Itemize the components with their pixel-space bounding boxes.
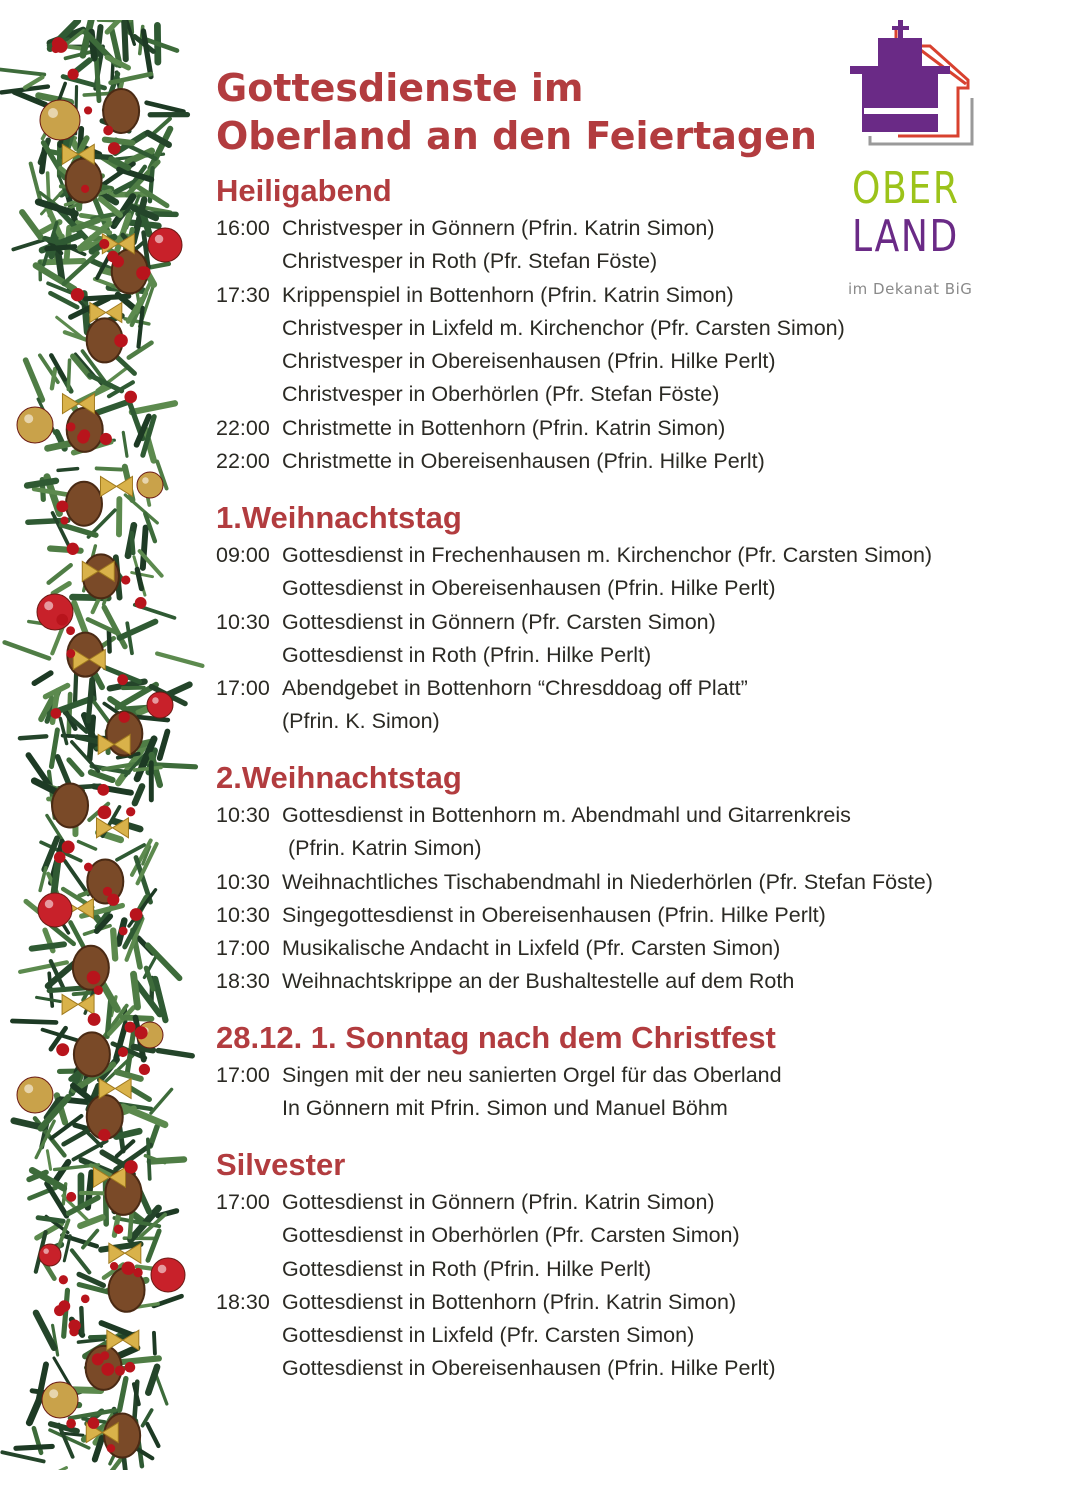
red-berry-icon [114,1224,123,1233]
red-berry-icon [98,805,112,819]
ornament-ball-icon [42,1382,78,1418]
ornament-highlight [43,1248,49,1254]
red-berry-icon [54,40,67,53]
fir-branch-icon [113,931,115,959]
ornament-ball-icon [17,407,53,443]
section-silvester [216,1146,1046,1386]
fir-branch-icon [34,673,51,683]
red-berry-icon [115,1366,125,1376]
entry-text: Gottesdienst in Gönnern (Pfr. Carsten Simon) [282,609,716,634]
fir-branch-icon [78,842,95,850]
fir-branch-icon [13,240,44,250]
gold-bow-icon [62,994,94,1014]
logo-subtitle: im Dekanat BiG [848,280,973,298]
fir-branch-icon [132,403,175,412]
fir-branch-icon [143,528,146,568]
entry-text: Singegottesdienst in Obereisenhausen (Pfrin. Hilke Perlt) [282,902,826,927]
fir-branch-icon [127,623,132,653]
fir-branch-icon [49,988,87,991]
list-item [216,866,1046,899]
fir-branch-icon [32,944,64,948]
fir-branch-icon [117,1141,133,1156]
page-title-line-1: Gottesdienste im [216,66,584,110]
ornament-highlight [49,1389,58,1398]
fir-branch-icon [78,1339,103,1342]
entry-time: 17:00 [216,1190,270,1214]
fir-branch-icon [120,1379,126,1410]
red-berry-icon [121,576,130,585]
fir-branch-icon [56,1162,68,1180]
fir-branch-icon [97,468,122,469]
list-item [216,932,1046,965]
fir-branch-icon [132,533,134,553]
fir-branch-icon [143,31,150,77]
list-item [216,832,1046,865]
red-berry-icon [88,1417,100,1429]
fir-branch-icon [64,1130,88,1144]
fir-branch-icon [91,772,113,780]
entry-text: Gottesdienst in Bottenhorn (Pfrin. Katrin Simon) [282,1289,737,1314]
fir-branch-icon [120,1127,123,1151]
gold-bow-icon [100,476,132,496]
red-berry-icon [59,1300,71,1312]
red-berry-icon [81,1295,90,1304]
section-1-weihnachtstag [216,499,1046,739]
ornament-highlight [24,1084,33,1093]
entry-text: Gottesdienst in Roth (Pfrin. Hilke Perlt) [282,642,652,667]
list-item [216,1286,1046,1319]
entry-text: Gottesdienst in Gönnern (Pfrin. Katrin Simon) [282,1190,715,1214]
red-berry-icon [122,1261,135,1274]
pine-cone-icon [74,1032,110,1076]
fir-branch-icon [0,69,44,74]
list-item [216,672,1046,705]
red-berry-icon [124,391,137,404]
list-item [216,212,1046,245]
entry-time: 18:30 [216,1289,270,1314]
list-item [216,1186,1046,1219]
fir-branch-icon [60,718,66,743]
red-berry-icon [135,597,147,609]
entry-time: 17:00 [216,936,270,961]
red-berry-icon [98,1129,110,1141]
entry-text: Gottesdienst in Bottenhorn m. Abendmahl und Gitarrenkreis [282,803,851,827]
fir-branch-icon [117,1072,141,1079]
page-title-line-2: Oberland an den Feiertagen [216,114,817,158]
fir-branch-icon [69,760,82,775]
fir-branch-icon [37,997,61,1001]
red-berry-icon [56,1043,69,1056]
entry-text: Gottesdienst in Obereisenhausen (Pfrin. Hilke Perlt) [282,1356,776,1381]
ornament-highlight [155,235,164,244]
fir-branch-icon [38,1218,63,1221]
entry-text: Musikalische Andacht in Lixfeld (Pfr. Carsten Simon) [282,936,781,961]
fir-branch-icon [80,1217,102,1226]
pine-cone-icon [66,482,102,526]
fir-branch-icon [58,251,62,279]
fir-branch-icon [68,360,69,389]
ornament-highlight [45,900,54,909]
list-item [216,705,1046,738]
church-logo-icon [838,18,998,158]
list-item [216,279,1046,312]
ornament-ball-icon [148,228,182,262]
fir-branch-icon [132,573,153,577]
section-heading: 2.Weihnachtstag [216,760,462,795]
fir-branch-icon [53,584,69,594]
fir-branch-icon [124,22,125,59]
entry-time: 10:30 [216,902,270,927]
list-item [216,572,1046,605]
ornament-highlight [152,697,159,704]
entry-time: 10:30 [216,609,270,634]
entry-text: (Pfrin. Katrin Simon) [288,836,482,861]
red-berry-icon [88,1013,101,1026]
red-berry-icon [99,239,109,249]
red-berry-icon [119,927,128,936]
red-berry-icon [110,1262,118,1270]
entry-time: 09:00 [216,543,270,567]
list-item [216,378,1046,411]
fir-branch-icon [36,1313,54,1348]
fir-branch-icon [160,732,168,759]
fir-branch-icon [135,786,142,803]
ornament-ball-icon [37,594,73,630]
ornament-highlight [142,477,149,484]
red-berry-icon [100,433,112,445]
fir-branch-icon [148,1367,157,1393]
section-2-weihnachtstag [216,759,1046,999]
section-heiligabend [216,172,1046,478]
red-berry-icon [117,674,128,685]
entry-time: 17:00 [216,676,270,701]
ornament-ball-icon [40,100,80,140]
entry-time: 18:30 [216,969,270,994]
logo-word-land: LAND [852,211,959,262]
fir-branch-icon [66,52,91,58]
list-item [216,1059,1046,1092]
entry-time: 22:00 [216,415,270,440]
red-berry-icon [66,422,75,431]
entry-text: Gottesdienst in Oberhörlen (Pfr. Carsten Simon) [282,1223,740,1248]
red-berry-icon [100,1351,109,1360]
red-berry-icon [139,1064,150,1075]
entry-text: Christvesper in Lixfeld m. Kirchenchor (Pfr. Carsten Simon) [282,315,845,340]
red-berry-icon [103,125,113,135]
fir-branch-icon [54,862,58,895]
red-berry-icon [108,142,121,155]
entry-time: 10:30 [216,869,270,894]
red-berry-icon [125,1022,136,1033]
entry-time: 22:00 [216,449,270,474]
ornament-ball-icon [137,472,163,498]
red-berry-icon [66,1419,76,1429]
list-item [216,312,1046,345]
fir-branch-icon [147,103,184,112]
entry-text: Gottesdienst in Roth (Pfrin. Hilke Perlt) [282,1256,652,1281]
entry-text: (Pfrin. K. Simon) [282,709,440,734]
ornament-highlight [44,601,53,610]
red-berry-icon [81,185,89,193]
page-title [216,64,856,160]
gold-bow-icon [99,1079,131,1099]
fir-branch-icon [105,140,133,143]
fir-branch-icon [156,1376,166,1404]
red-berry-icon [67,543,79,555]
fir-branch-icon [16,1446,52,1448]
ornament-highlight [48,108,58,118]
section-heading: 28.12. 1. Sonntag nach dem Christfest [216,1020,776,1055]
red-berry-icon [51,708,62,719]
fir-branch-icon [148,1231,159,1260]
ornament-ball-icon [39,1244,61,1266]
fir-branch-icon [157,654,202,666]
fir-branch-icon [71,922,86,950]
list-item [216,1319,1046,1352]
red-berry-icon [84,106,92,114]
red-berry-icon [139,266,150,277]
entry-time: 17:00 [216,1063,270,1087]
red-berry-icon [62,841,75,854]
entry-text: Gottesdienst in Lixfeld (Pfr. Carsten Simon) [282,1323,695,1348]
fir-branch-icon [118,1358,158,1362]
red-berry-icon [68,1320,80,1332]
fir-branch-icon [42,149,45,172]
red-berry-icon [68,69,79,80]
red-berry-icon [66,649,75,658]
ornament-highlight [158,1265,167,1274]
entry-time: 16:00 [216,216,270,240]
fir-branch-icon [109,631,110,652]
ornament-ball-icon [17,1077,53,1113]
fir-branch-icon [72,1250,89,1272]
section-1-sonntag-nach-christfest [216,1019,1046,1126]
section-heading: Heiligabend [216,173,392,208]
list-item [216,639,1046,672]
fir-branch-icon [96,59,99,101]
entry-text: In Gönnern mit Pfrin. Simon und Manuel Böhm [282,1096,728,1121]
fir-branch-icon [49,565,71,583]
christmas-garland-image [0,20,215,1470]
list-item [216,799,1046,832]
pine-cone-icon [66,158,102,202]
fir-branch-icon [5,642,49,658]
fir-branch-icon [64,1236,70,1261]
list-item [216,539,1046,572]
red-berry-icon [112,256,124,268]
ornament-ball-icon [147,692,173,718]
red-berry-icon [101,1363,114,1376]
red-berry-icon [119,712,130,723]
fir-branch-icon [93,401,129,414]
fir-branch-icon [47,247,75,249]
section-heading: 1.Weihnachtstag [216,500,462,535]
list-item [216,345,1046,378]
fir-branch-icon [85,296,128,299]
entry-text: Christmette in Bottenhorn (Pfrin. Katrin Simon) [282,415,726,440]
list-item [216,412,1046,445]
red-berry-icon [126,807,135,816]
section-heading: Silvester [216,1147,346,1182]
list-item [216,445,1046,478]
red-berry-icon [71,288,84,301]
entry-text: Weihnachtliches Tischabendmahl in Niederhörlen (Pfr. Stefan Föste) [282,869,933,894]
fir-branch-icon [154,1333,155,1354]
fir-branch-icon [88,680,92,721]
entry-text: Christvesper in Gönnern (Pfrin. Katrin Simon) [282,216,715,240]
fir-branch-icon [20,962,67,971]
ornament-ball-icon [151,1258,185,1292]
list-item [216,1219,1046,1252]
red-berry-icon [97,784,109,796]
entry-text: Abendgebet in Bottenhorn “Chresddoag off Platt” [282,676,748,701]
fir-branch-icon [58,469,77,471]
red-berry-icon [130,908,143,921]
fir-branch-icon [26,360,43,400]
red-berry-icon [125,1362,136,1373]
red-berry-icon [66,626,75,635]
ornament-highlight [24,414,33,423]
entry-text: Weihnachtskrippe an der Bushaltestelle auf dem Roth [282,969,795,994]
red-berry-icon [54,852,66,864]
list-item [216,606,1046,639]
entry-text: Christvesper in Roth (Pfr. Stefan Föste) [282,249,658,274]
entry-text: Krippenspiel in Bottenhorn (Pfrin. Katrin Simon) [282,282,734,307]
entry-time: 17:30 [216,282,270,307]
fir-branch-icon [74,603,86,635]
red-berry-icon [66,1192,76,1202]
fir-branch-icon [151,1089,172,1113]
fir-branch-icon [2,1452,43,1461]
fir-branch-icon [47,1151,50,1170]
fir-branch-icon [158,1051,192,1056]
list-item [216,1253,1046,1286]
red-berry-icon [84,863,93,872]
logo-word-ober: OBER [852,163,960,214]
red-berry-icon [114,334,128,348]
fir-branch-icon [123,432,127,456]
ornament-ball-icon [38,893,72,927]
fir-branch-icon [137,569,141,588]
fir-branch-icon [50,925,73,944]
fir-branch-icon [101,1323,131,1335]
fir-branch-icon [148,1139,150,1178]
entry-text: Christmette in Obereisenhausen (Pfrin. Hilke Perlt) [282,449,765,474]
entry-text: Christvesper in Obereisenhausen (Pfrin. Hilke Perlt) [282,349,776,374]
list-item [216,1352,1046,1385]
red-berry-icon [56,500,68,512]
red-berry-icon [118,1047,128,1057]
list-item [216,899,1046,932]
pine-cone-icon [52,783,88,827]
fir-branch-icon [20,736,46,738]
entry-time: 10:30 [216,803,270,827]
fir-branch-icon [119,622,155,638]
red-berry-icon [103,887,112,896]
list-item [216,1092,1046,1125]
list-item [216,965,1046,998]
red-berry-icon [59,1275,68,1284]
fir-branch-icon [146,968,153,989]
fir-branch-icon [12,1021,56,1022]
red-berry-icon [79,429,90,440]
fir-branch-icon [61,525,96,535]
fir-branch-icon [81,1308,82,1333]
entry-text: Gottesdienst in Frechenhausen m. Kirchenchor (Pfr. Carsten Simon) [282,543,933,567]
red-berry-icon [56,614,68,626]
fir-branch-icon [158,1211,176,1216]
red-berry-icon [87,971,101,985]
red-berry-icon [60,517,68,525]
entry-text: Gottesdienst in Obereisenhausen (Pfrin. Hilke Perlt) [282,576,776,601]
entry-text: Christvesper in Oberhörlen (Pfr. Stefan Föste) [282,382,720,407]
fir-branch-icon [39,1468,66,1470]
list-item [216,245,1046,278]
fir-branch-icon [134,974,138,1007]
red-berry-icon [135,1026,148,1039]
fir-branch-icon [22,212,41,237]
red-berry-icon [94,986,103,995]
entry-text: Singen mit der neu sanierten Orgel für das Oberland [282,1063,782,1087]
red-berry-icon [124,1160,137,1173]
red-berry-icon [107,1444,116,1453]
fir-branch-icon [147,1424,158,1446]
